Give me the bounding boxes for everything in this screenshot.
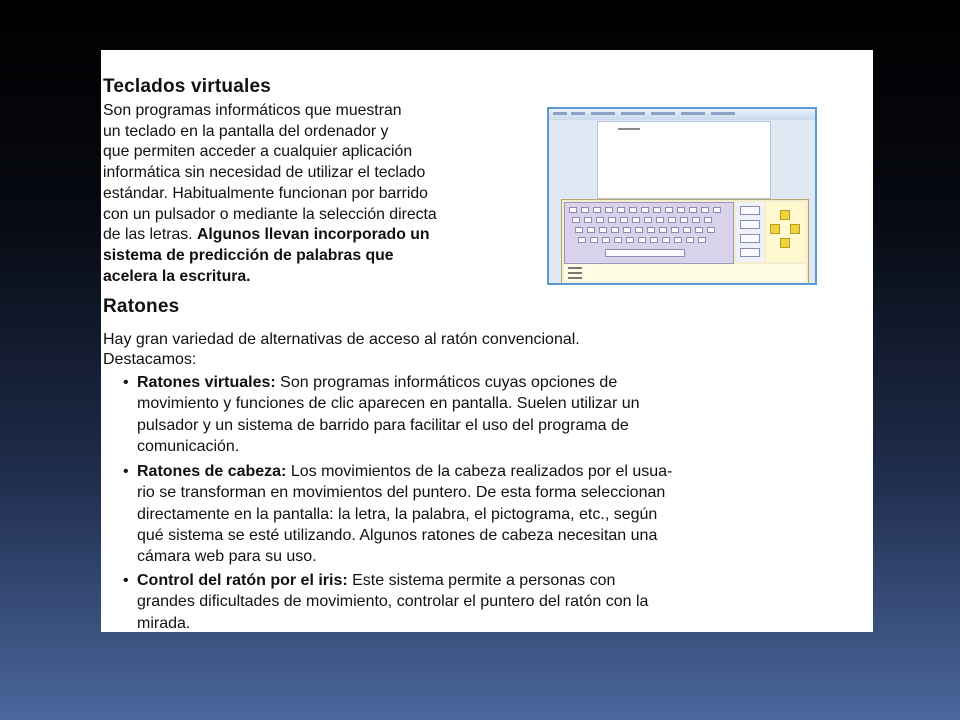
keyboard-key [713, 207, 721, 213]
keyboard-key [593, 207, 601, 213]
text-line: cámara web para su uso. [137, 548, 317, 566]
arrow-key [790, 224, 800, 234]
arrow-key [770, 224, 780, 234]
text-line: informática sin necesidad de utilizar el teclado [103, 164, 426, 182]
keyboard-key [596, 217, 604, 223]
keyboard-key [662, 237, 670, 243]
text-line: Hay gran variedad de alternativas de acceso al ratón convencional. [103, 331, 580, 348]
keyboard-key [653, 207, 661, 213]
text-line [137, 570, 837, 591]
keyboard-key [578, 237, 586, 243]
text-line: directamente en la pantalla: la letra, la palabra, el pictograma, etc., según [137, 505, 658, 523]
text-line: que permiten acceder a cualquier aplicación [103, 143, 413, 161]
keyboard-key [740, 234, 760, 243]
keyboard-key [740, 206, 760, 215]
bullet-icon: • [123, 374, 129, 391]
text-line: pulsador y un sistema de barrido para facilitar el uso del programa de [137, 416, 629, 434]
keyboard-key [695, 227, 703, 233]
keyboard-key [665, 207, 673, 213]
keyboard-key [659, 227, 667, 233]
list-item-lead: Ratones de cabeza: [137, 463, 287, 480]
list-item-text [137, 461, 837, 567]
keyboard-key [701, 207, 709, 213]
keyboard-key [704, 217, 712, 223]
keyboard-key [572, 217, 580, 223]
keyboard-key [707, 227, 715, 233]
keyboard-key [677, 207, 685, 213]
text-line: comunicación. [137, 437, 240, 455]
list-item-text [137, 570, 837, 632]
text-line-bold: acelera la escritura. [103, 267, 251, 285]
text-line-bold: sistema de predicción de palabras que [103, 246, 394, 264]
keyboard-keys-area [564, 202, 734, 264]
keyboard-key [584, 217, 592, 223]
keyboard-key [689, 207, 697, 213]
keyboard-key [617, 207, 625, 213]
document-image [101, 50, 873, 632]
keyboard-key [605, 207, 613, 213]
keyboard-key [614, 237, 622, 243]
text-line [137, 461, 837, 482]
list-item-lead: Control del ratón por el iris: [137, 572, 348, 589]
text-line: rio se transforman en movimientos del puntero. De esta forma seleccionan [137, 484, 666, 502]
keyboard-key [569, 207, 577, 213]
keyboard-key [602, 237, 610, 243]
text-line: con un pulsador o mediante la selección directa [103, 205, 437, 223]
text-line: qué sistema se esté utilizando. Algunos ratones de cabeza necesitan una [137, 526, 658, 544]
section-title-teclados: Teclados virtuales [103, 76, 271, 97]
text-line: un teclado en la pantalla del ordenador y [103, 122, 389, 140]
paragraph-teclados [103, 101, 543, 287]
text-normal: Son programas informáticos cuyas opciones de [275, 374, 618, 391]
keyboard-key [680, 217, 688, 223]
arrow-key [780, 238, 790, 248]
keyboard-key [656, 217, 664, 223]
text-normal: Este sistema permite a personas con [347, 572, 616, 589]
keyboard-key [629, 207, 637, 213]
keyboard-key [641, 207, 649, 213]
keyboard-key [740, 248, 760, 257]
keyboard-key [626, 237, 634, 243]
keyboard-side-keys [736, 202, 764, 262]
text-line: Son programas informáticos que muestran [103, 102, 402, 119]
keyboard-key [575, 227, 583, 233]
keyboard-key [608, 217, 616, 223]
virtual-keyboard-panel [561, 199, 809, 285]
keyboard-key [650, 237, 658, 243]
text-bold: Algunos llevan incorporado un [196, 226, 430, 244]
keyboard-arrow-keys [766, 202, 806, 262]
keyboard-key [590, 237, 598, 243]
keyboard-key [686, 237, 694, 243]
keyboard-key [620, 217, 628, 223]
bullet-icon: • [123, 572, 129, 589]
list-item-text [137, 372, 837, 457]
keyboard-key [587, 227, 595, 233]
list-item-lead: Ratones virtuales: [137, 374, 276, 391]
text-line: movimiento y funciones de clic aparecen en pantalla. Suelen utilizar un [137, 395, 640, 413]
keyboard-key [671, 227, 679, 233]
text-line: estándar. Habitualmente funcionan por barrido [103, 184, 428, 202]
keyboard-key [611, 227, 619, 233]
keyboard-key [674, 237, 682, 243]
document-page [597, 121, 771, 199]
keyboard-key [647, 227, 655, 233]
keyboard-key [698, 237, 706, 243]
keyboard-key [599, 227, 607, 233]
keyboard-key [632, 217, 640, 223]
paragraph-ratones-intro [103, 330, 763, 370]
text-line [137, 372, 837, 393]
keyboard-key [638, 237, 646, 243]
text-normal: de las letras. [103, 226, 197, 244]
section-title-ratones: Ratones [103, 296, 180, 317]
text-line: grandes dificultades de movimiento, controlar el puntero del ratón con la [137, 593, 649, 611]
arrow-key [780, 210, 790, 220]
keyboard-key [683, 227, 691, 233]
text-line: Destacamos: [103, 351, 197, 368]
keyboard-key [644, 217, 652, 223]
keyboard-spacebar [605, 249, 685, 257]
app-toolbar [549, 109, 815, 120]
text-line: mirada. [137, 614, 191, 632]
bullet-icon: • [123, 463, 129, 480]
text-line-mixed [103, 225, 543, 246]
keyboard-key [692, 217, 700, 223]
word-prediction-area [564, 264, 806, 282]
virtual-keyboard-screenshot [547, 107, 817, 285]
keyboard-key [668, 217, 676, 223]
keyboard-key [740, 220, 760, 229]
keyboard-key [581, 207, 589, 213]
keyboard-key [623, 227, 631, 233]
keyboard-key [635, 227, 643, 233]
text-normal: Los movimientos de la cabeza realizados por el usua- [286, 463, 673, 480]
